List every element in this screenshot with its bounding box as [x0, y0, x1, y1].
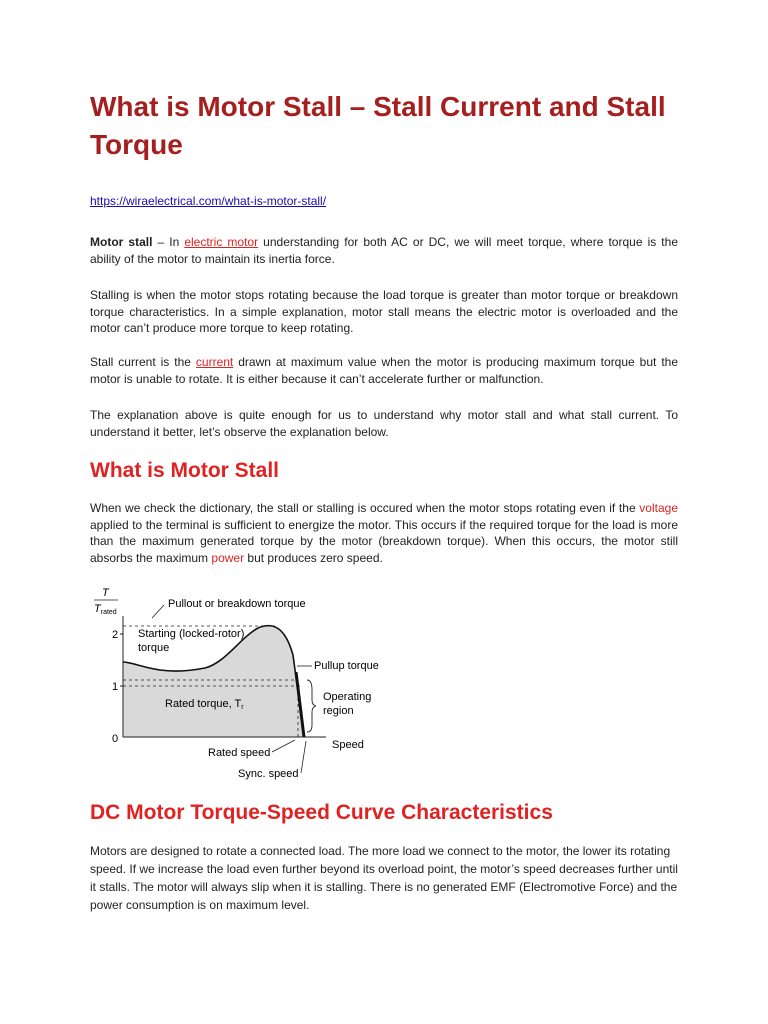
pullup-label: Pullup torque	[314, 660, 379, 672]
intro-p3-before: Stall current is the	[90, 355, 196, 369]
y-tick-0: 0	[112, 733, 119, 745]
operating-brace	[307, 680, 316, 732]
intro-paragraph-3	[90, 354, 678, 387]
rated-speed-pointer	[272, 740, 295, 752]
source-link[interactable]: https://wiraelectrical.com/what-is-motor-stall/	[90, 194, 327, 208]
rated-torque-label: Rated torque, Tr	[165, 698, 244, 711]
section-heading-motor-stall: What is Motor Stall	[90, 459, 279, 482]
term-motor-stall: Motor stall	[90, 235, 153, 249]
starting-label-2: torque	[138, 642, 170, 654]
pullout-label: Pullout or breakdown torque	[168, 598, 306, 610]
sync-speed-label: Sync. speed	[238, 768, 299, 780]
starting-label-1: Starting (locked-rotor)	[138, 628, 245, 640]
intro-p3-after: drawn at maximum value when the motor is producing maximum torque but the motor is unable to rotate. It is either because it can’t accelerate further or malfunction.	[90, 355, 679, 386]
section1-after: but produces zero speed.	[244, 550, 383, 565]
intro-paragraph-1	[90, 234, 678, 267]
intro-paragraph-4: The explanation above is quite enough for us to understand why motor stall and what stall current. To understand it better, let’s observe the explanation below.	[90, 408, 678, 439]
speed-label: Speed	[332, 739, 364, 751]
intro-paragraph-2: Stalling is when the motor stops rotating because the load torque is greater than motor torque or breakdown torque characteristics. In a simple explanation, motor stall means the electric motor is overloaded and the motor can’t produce more torque to keep rotating.	[90, 288, 678, 336]
y-tick-1: 1	[112, 681, 119, 693]
section-heading-dc-motor: DC Motor Torque-Speed Curve Characteristics	[90, 801, 553, 824]
rated-speed-label: Rated speed	[208, 747, 271, 759]
section1-middle: applied to the terminal is sufficient to energize the motor. This occurs if the required torque for the load is more than the maximum generated torque by the motor (breakdown torque). When this occurs, the motor still absorbs the maximum	[90, 517, 678, 565]
y-tick-2: 2	[112, 629, 119, 641]
intro-dash: – In	[152, 235, 185, 249]
y-label-bottom: Trated	[94, 603, 117, 616]
electric-motor-link[interactable]: electric motor	[184, 235, 259, 249]
section1-before: When we check the dictionary, the stall or stalling is occured when the motor stops rotating even if the	[90, 501, 640, 515]
torque-speed-diagram	[90, 580, 390, 780]
operating-label-1: Operating	[323, 691, 372, 703]
operating-label-2: region	[323, 705, 354, 717]
power-link[interactable]: power	[211, 550, 245, 565]
voltage-link[interactable]: voltage	[639, 501, 678, 515]
sync-speed-pointer	[301, 741, 306, 773]
section1-paragraph	[90, 500, 678, 566]
intro-p1-text: understanding for both AC or DC, we will meet torque, where torque is the ability of the motor to maintain its inertia force.	[90, 235, 678, 266]
section2-paragraph: Motors are designed to rotate a connected load. The more load we connect to the motor, the lower its rotating speed. If we increase the load even further beyond its overload point, the motor’s speed decreases further until it stalls. The motor will always slip when it is stalling. There is no generated EMF (Electromotive Force) and the power consumption is on maximum level.	[90, 844, 678, 912]
y-label-top: T	[102, 587, 109, 599]
page-title: What is Motor Stall – Stall Current and Stall Torque	[90, 91, 666, 160]
current-link[interactable]: current	[195, 355, 234, 369]
pullout-pointer	[152, 605, 164, 618]
